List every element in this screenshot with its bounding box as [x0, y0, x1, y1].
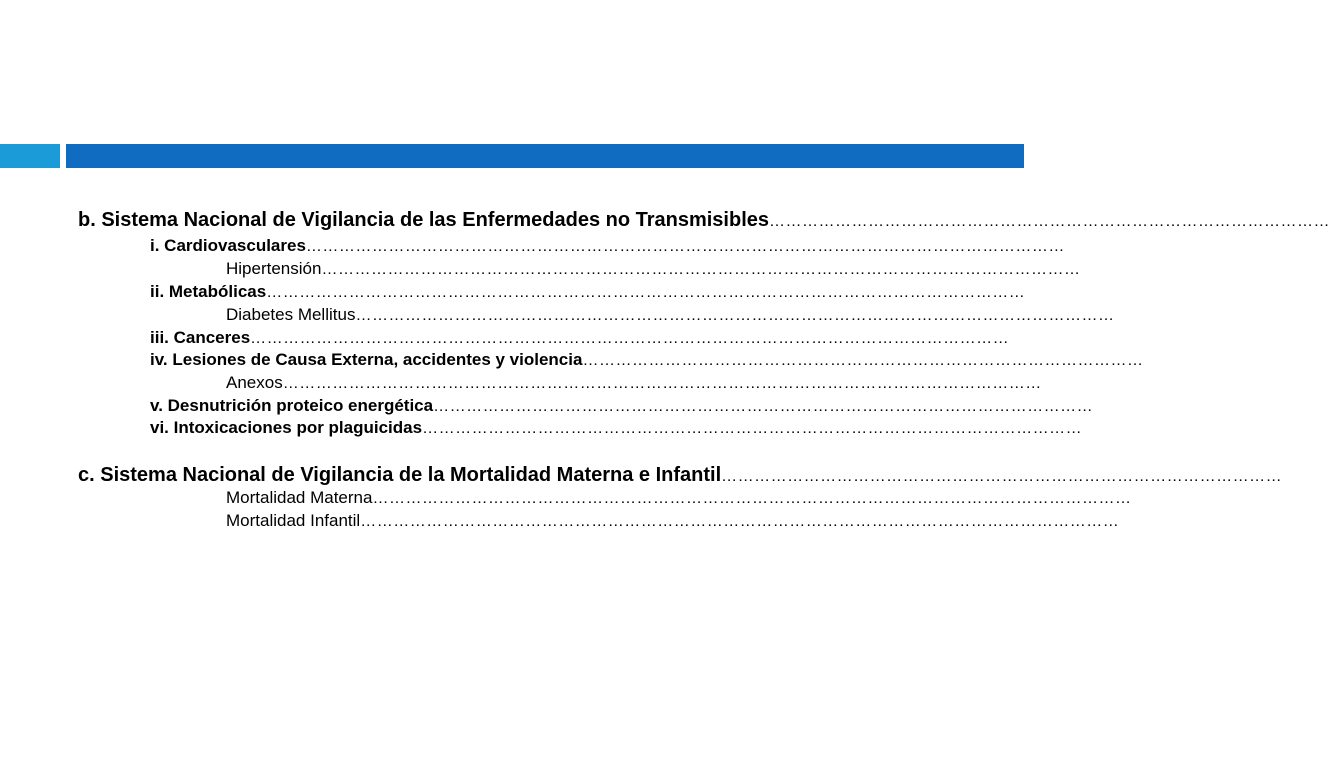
toc-item-label: Diabetes Mellitus — [226, 305, 356, 324]
toc-leader-dots: ………………………………………………………………………………………………………………………… — [360, 513, 1120, 530]
toc-leader-dots: ………………………………………………………………………………………………………… — [433, 398, 1094, 415]
toc-leader-dots: ………………………………………………………………………………………… — [582, 352, 1144, 369]
toc-section-b — [78, 208, 1330, 232]
toc-leader-dots: ………………………………………………………………………………………………………………………… — [305, 238, 1065, 255]
toc-leader-dots: ………………………………………………………………………………………… — [721, 468, 1283, 485]
toc-item-label: vi. Intoxicaciones por plaguicidas — [150, 418, 423, 437]
toc-item-desnutricion — [150, 394, 1094, 418]
toc-leader-dots: ………………………………………………………………………………………………………………………… — [266, 284, 1026, 301]
toc-item-label: i. Cardiovasculares — [150, 236, 306, 255]
toc-item-label: Hipertensión — [226, 259, 322, 278]
toc-item-label: Mortalidad Materna — [226, 488, 373, 507]
toc-item-mortalidad-infantil — [226, 509, 1120, 533]
toc-leader-dots: ………………………………………………………………………………………………………………………… — [372, 490, 1132, 507]
toc-leader-dots: ………………………………………………………………………………………………………………………… — [282, 375, 1042, 392]
toc-leader-dots: ………………………………………………………………………………………………………………………… — [355, 307, 1115, 324]
toc-leader-dots: ………………………………………………………………………………………………………… — [422, 420, 1083, 437]
toc-item-mortalidad-materna — [226, 486, 1132, 510]
toc-item-canceres — [150, 326, 1010, 350]
toc-leader-dots: ………………………………………………………………………………………………………………………… — [321, 261, 1081, 278]
toc-leader-dots: ………………………………………………………………………………………… — [769, 213, 1330, 230]
toc-item-metabolicas — [150, 280, 1026, 304]
toc-item-label: Anexos — [226, 373, 283, 392]
toc-item-label: iv. Lesiones de Causa Externa, accidentes y violencia — [150, 350, 583, 369]
toc-item-label: Mortalidad Infantil — [226, 511, 361, 530]
toc-section-b-title: b. Sistema Nacional de Vigilancia de las Enfermedades no Transmisibles — [78, 209, 770, 231]
toc-item-cardiovasculares — [150, 234, 1065, 258]
toc-section-c — [78, 463, 1283, 487]
toc-item-label: v. Desnutrición proteico energética — [150, 396, 434, 415]
toc-item-diabetes-mellitus — [226, 303, 1115, 327]
toc-item-hipertension — [226, 257, 1081, 281]
toc-item-lesiones — [150, 348, 1144, 372]
toc-item-label: iii. Canceres — [150, 328, 251, 347]
toc-item-label: ii. Metabólicas — [150, 282, 267, 301]
toc-item-anexos — [226, 371, 1042, 395]
toc-item-intoxicaciones — [150, 416, 1083, 440]
toc-section-c-title: c. Sistema Nacional de Vigilancia de la Mortalidad Materna e Infantil — [78, 464, 722, 486]
toc-leader-dots: ………………………………………………………………………………………………………………………… — [250, 330, 1010, 347]
